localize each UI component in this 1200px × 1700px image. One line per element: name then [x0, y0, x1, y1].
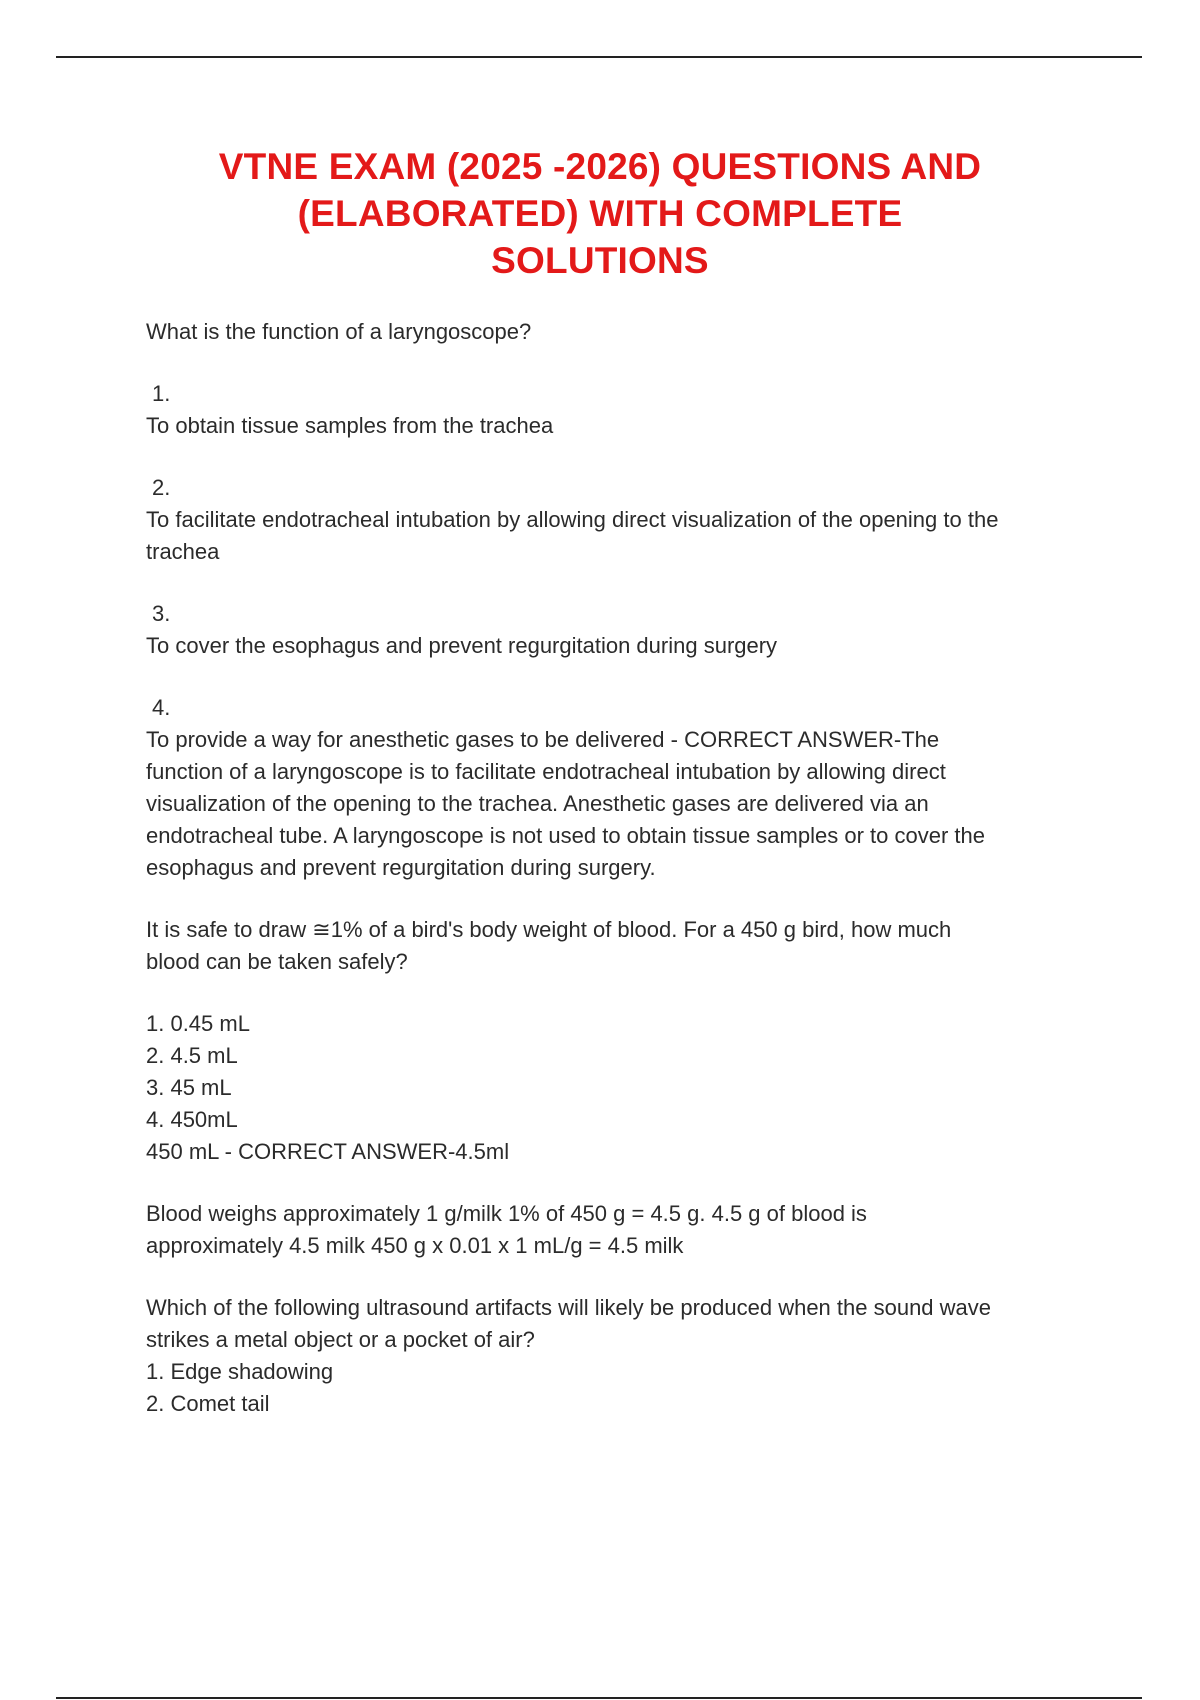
option-number: 4.	[152, 695, 171, 720]
question-text: It is safe to draw ≅1% of a bird's body weight of blood. For a 450 g bird, how much	[146, 917, 952, 942]
option-item: 2. 4.5 mL	[146, 1043, 238, 1068]
question-3	[146, 1292, 1086, 1420]
option-text: To facilitate endotracheal intubation by allowing direct visualization of the opening to the	[146, 507, 999, 532]
option-item: 2. Comet tail	[146, 1391, 270, 1416]
question-text: strikes a metal object or a pocket of air?	[146, 1327, 535, 1352]
answer-explanation: function of a laryngoscope is to facilitate endotracheal intubation by allowing direct	[146, 759, 946, 784]
question-text: Which of the following ultrasound artifacts will likely be produced when the sound wave	[146, 1295, 992, 1320]
question-text: What is the function of a laryngoscope?	[146, 319, 532, 344]
title-line: (ELABORATED) WITH COMPLETE	[297, 193, 903, 234]
option-item: 4. 450mL	[146, 1107, 238, 1132]
question-text: blood can be taken safely?	[146, 949, 408, 974]
answer-explanation: visualization of the opening to the trachea. Anesthetic gases are delivered via an	[146, 791, 929, 816]
option-text: To cover the esophagus and prevent regurgitation during surgery	[146, 633, 778, 658]
option-item: 1. Edge shadowing	[146, 1359, 334, 1384]
question-2	[146, 914, 1086, 1262]
title-line: VTNE EXAM (2025 -2026) QUESTIONS AND	[218, 146, 982, 187]
option-item: 1. 0.45 mL	[146, 1011, 250, 1036]
correct-answer: 450 mL - CORRECT ANSWER-4.5ml	[146, 1139, 510, 1164]
option-text: To obtain tissue samples from the trachea	[146, 413, 554, 438]
answer-explanation: esophagus and prevent regurgitation during surgery.	[146, 855, 656, 880]
option-item: 3. 45 mL	[146, 1075, 232, 1100]
option-text: To provide a way for anesthetic gases to be delivered - CORRECT ANSWER-The	[146, 727, 940, 752]
top-rule	[56, 56, 1142, 58]
answer-explanation: Blood weighs approximately 1 g/milk 1% of 450 g = 4.5 g. 4.5 g of blood is	[146, 1201, 867, 1226]
title-line: SOLUTIONS	[491, 240, 709, 281]
option-number: 3.	[152, 601, 171, 626]
option-number: 1.	[152, 381, 171, 406]
bottom-rule	[56, 1697, 1142, 1699]
question-1	[146, 316, 1086, 884]
answer-explanation: approximately 4.5 milk 450 g x 0.01 x 1 mL/g = 4.5 milk	[146, 1233, 684, 1258]
document-title	[150, 143, 1050, 284]
option-text: trachea	[146, 539, 220, 564]
document-body	[146, 316, 1086, 1420]
option-number: 2.	[152, 475, 171, 500]
answer-explanation: endotracheal tube. A laryngoscope is not used to obtain tissue samples or to cover the	[146, 823, 985, 848]
